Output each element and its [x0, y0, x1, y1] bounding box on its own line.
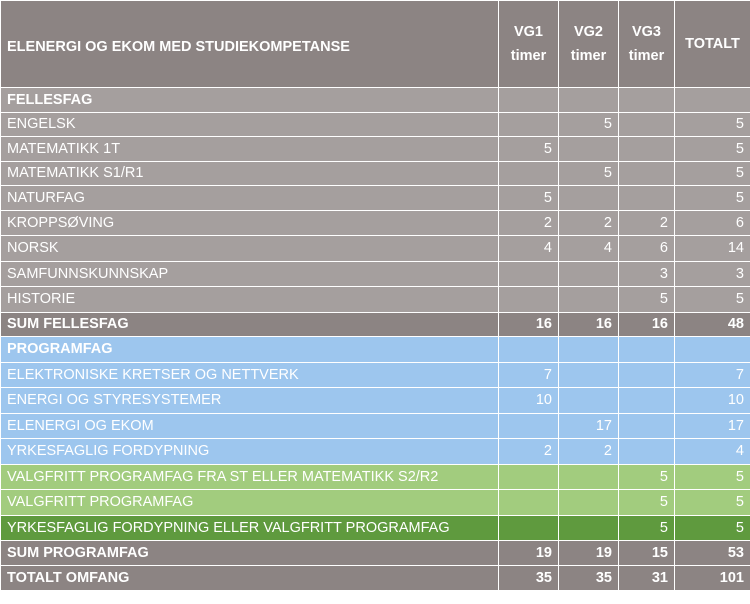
sum-fellesfag-row — [1, 312, 750, 337]
subject-name: SAMFUNNSKUNNSKAP — [1, 261, 499, 287]
sum-label: SUM FELLESFAG — [1, 312, 499, 337]
subject-name: ENERGI OG STYRESYSTEMER — [1, 388, 499, 414]
vg3-hours — [619, 137, 675, 162]
vg1-hours — [499, 413, 559, 439]
vg2-hours: 2 — [559, 210, 619, 236]
column-header-vg1: VG1 timer — [499, 1, 559, 88]
vg3-hours: 5 — [619, 515, 675, 541]
vg3-hours: 3 — [619, 261, 675, 287]
sum-label: SUM PROGRAMFAG — [1, 541, 499, 566]
total-hours: 7 — [675, 362, 750, 388]
table-row — [1, 210, 750, 236]
vg2-hours: 2 — [559, 439, 619, 465]
total-hours: 5 — [675, 515, 750, 541]
vg2-hours — [559, 261, 619, 287]
vg1-hours — [499, 261, 559, 287]
vg1-hours — [499, 464, 559, 490]
vg3-hours — [619, 112, 675, 137]
total-hours: 101 — [675, 566, 750, 591]
vg1-hours: 16 — [499, 312, 559, 337]
vg3-hours — [619, 439, 675, 465]
vg1-hours — [499, 112, 559, 137]
vg1-hours: 35 — [499, 566, 559, 591]
subject-name: ENGELSK — [1, 112, 499, 137]
vg2-hours — [559, 490, 619, 516]
table-row — [1, 137, 750, 162]
table-row — [1, 161, 750, 186]
totalt-omfang-row — [1, 566, 750, 591]
total-hours: 53 — [675, 541, 750, 566]
subject-name: ELENERGI OG EKOM — [1, 413, 499, 439]
table-row — [1, 261, 750, 287]
total-hours: 5 — [675, 287, 750, 313]
vg3-hours: 16 — [619, 312, 675, 337]
subject-name: NATURFAG — [1, 186, 499, 211]
vg3-hours — [619, 161, 675, 186]
section-header-programfag — [1, 337, 750, 363]
total-label: TOTALT OMFANG — [1, 566, 499, 591]
subject-name: KROPPSØVING — [1, 210, 499, 236]
subject-name: VALGFRITT PROGRAMFAG — [1, 490, 499, 516]
vg3-hours: 15 — [619, 541, 675, 566]
vg1-hours — [499, 161, 559, 186]
table-row — [1, 439, 750, 465]
vg1-hours: 19 — [499, 541, 559, 566]
vg3-hours — [619, 186, 675, 211]
vg2-hours: 35 — [559, 566, 619, 591]
section-header-fellesfag — [1, 88, 750, 113]
table-title: ELENERGI OG EKOM MED STUDIEKOMPETANSE — [1, 1, 499, 88]
table-row — [1, 413, 750, 439]
subject-name: NORSK — [1, 236, 499, 262]
vg3-hours: 5 — [619, 490, 675, 516]
total-hours: 4 — [675, 439, 750, 465]
vg2-hours: 16 — [559, 312, 619, 337]
total-hours: 14 — [675, 236, 750, 262]
column-header-vg3: VG3 timer — [619, 1, 675, 88]
total-hours: 5 — [675, 490, 750, 516]
subject-name: MATEMATIKK 1T — [1, 137, 499, 162]
total-hours: 5 — [675, 137, 750, 162]
vg2-hours: 4 — [559, 236, 619, 262]
vg3-hours — [619, 413, 675, 439]
sum-programfag-row — [1, 541, 750, 566]
vg1-hours: 10 — [499, 388, 559, 414]
total-hours: 5 — [675, 464, 750, 490]
vg2-hours — [559, 464, 619, 490]
table-row — [1, 464, 750, 490]
table-row — [1, 236, 750, 262]
vg3-hours: 2 — [619, 210, 675, 236]
vg1-hours: 5 — [499, 186, 559, 211]
table-row — [1, 112, 750, 137]
total-hours: 6 — [675, 210, 750, 236]
table-row — [1, 362, 750, 388]
total-hours: 5 — [675, 161, 750, 186]
vg2-hours: 19 — [559, 541, 619, 566]
total-hours: 3 — [675, 261, 750, 287]
total-hours: 17 — [675, 413, 750, 439]
subject-name: ELEKTRONISKE KRETSER OG NETTVERK — [1, 362, 499, 388]
vg1-hours — [499, 515, 559, 541]
vg2-hours: 5 — [559, 161, 619, 186]
table-row — [1, 490, 750, 516]
vg2-hours: 5 — [559, 112, 619, 137]
section-title: FELLESFAG — [1, 88, 499, 113]
vg1-hours — [499, 490, 559, 516]
section-title: PROGRAMFAG — [1, 337, 499, 363]
column-header-total: TOTALT — [675, 1, 750, 88]
subject-name: MATEMATIKK S1/R1 — [1, 161, 499, 186]
subject-name: YRKESFAGLIG FORDYPNING ELLER VALGFRITT PROGRAMFAG — [1, 515, 499, 541]
vg1-hours: 5 — [499, 137, 559, 162]
vg3-hours: 6 — [619, 236, 675, 262]
table-row — [1, 287, 750, 313]
vg1-hours: 7 — [499, 362, 559, 388]
vg3-hours — [619, 362, 675, 388]
vg1-hours — [499, 287, 559, 313]
total-hours: 10 — [675, 388, 750, 414]
vg3-hours — [619, 388, 675, 414]
total-hours: 48 — [675, 312, 750, 337]
vg2-hours — [559, 362, 619, 388]
column-header-vg2: VG2 timer — [559, 1, 619, 88]
vg2-hours — [559, 137, 619, 162]
subject-name: YRKESFAGLIG FORDYPNING — [1, 439, 499, 465]
vg3-hours: 31 — [619, 566, 675, 591]
vg2-hours — [559, 186, 619, 211]
vg2-hours — [559, 515, 619, 541]
table-row — [1, 186, 750, 211]
table-row — [1, 388, 750, 414]
vg3-hours: 5 — [619, 464, 675, 490]
total-hours: 5 — [675, 112, 750, 137]
vg1-hours: 4 — [499, 236, 559, 262]
vg1-hours: 2 — [499, 439, 559, 465]
subject-name: HISTORIE — [1, 287, 499, 313]
vg2-hours — [559, 287, 619, 313]
subject-name: VALGFRITT PROGRAMFAG FRA ST ELLER MATEMATIKK S2/R2 — [1, 464, 499, 490]
vg3-hours: 5 — [619, 287, 675, 313]
table-row — [1, 515, 750, 541]
vg2-hours: 17 — [559, 413, 619, 439]
vg2-hours — [559, 388, 619, 414]
table-header-row — [1, 1, 750, 88]
vg1-hours: 2 — [499, 210, 559, 236]
total-hours: 5 — [675, 186, 750, 211]
